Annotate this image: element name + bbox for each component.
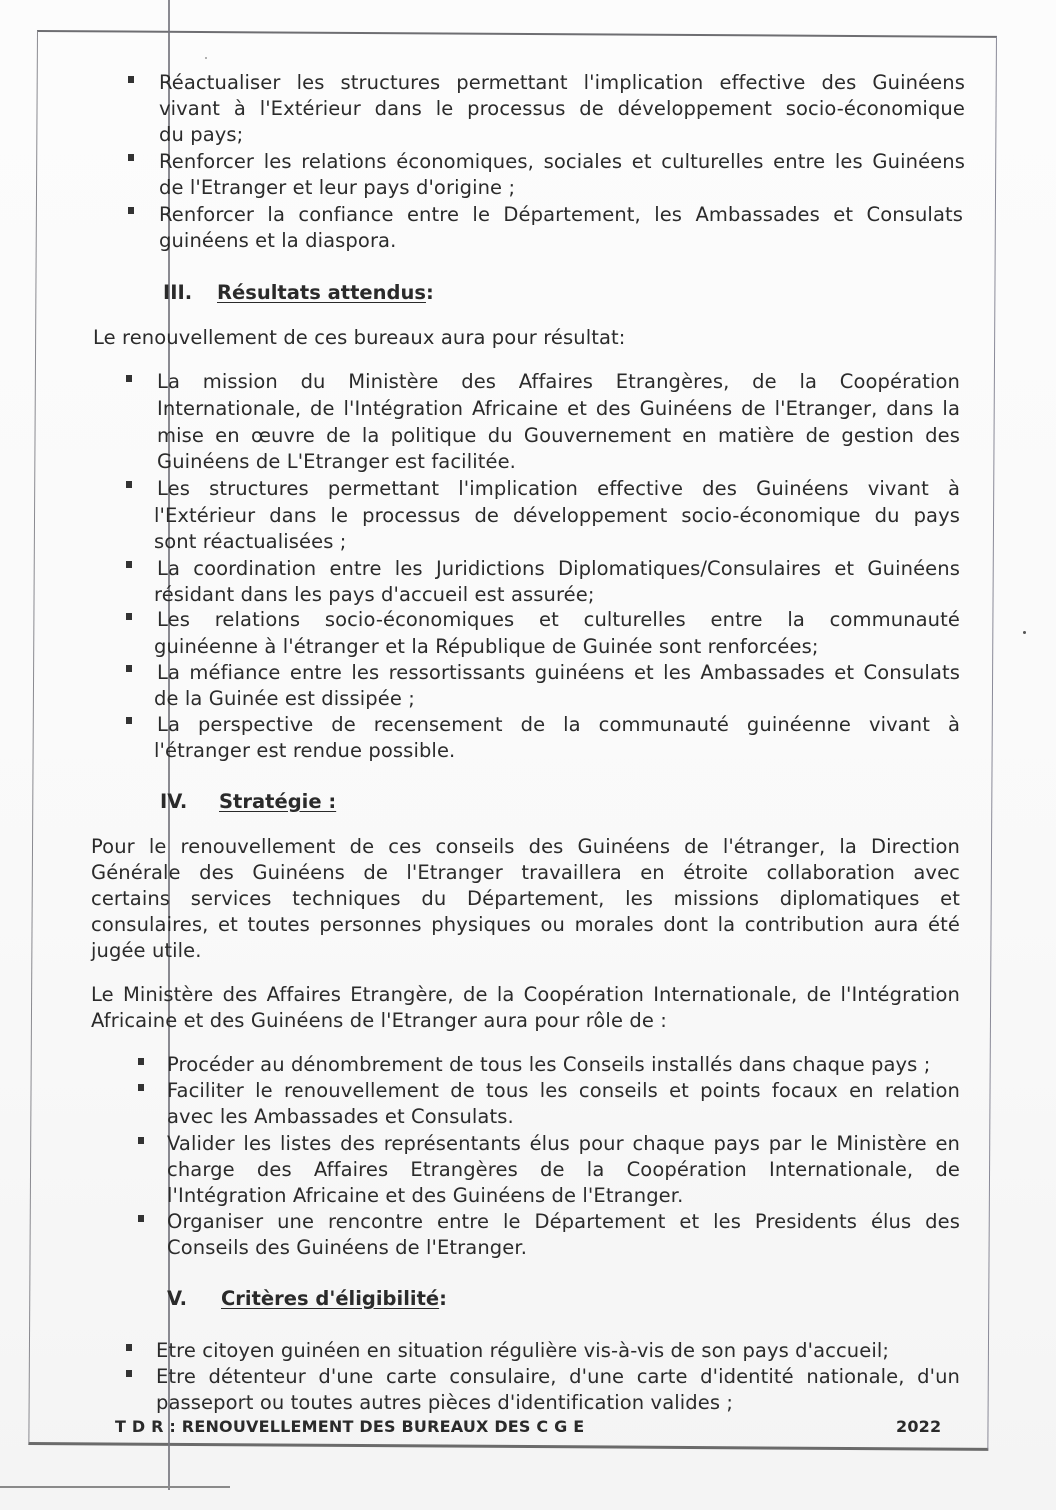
bullet-square-icon [126, 717, 132, 724]
list-item-line: Renforcer les relations économiques, sociales et culturelles entre les Guinéens [159, 150, 965, 173]
paragraph-line: jugée utile. [91, 939, 202, 962]
section-heading-strategie [160, 789, 336, 815]
bullet-square-icon [126, 665, 132, 672]
list-item-line: Procéder au dénombrement de tous les Conseils installés dans chaque pays ; [167, 1053, 931, 1076]
paragraph-line: Générale des Guinéens de l'Etranger travaillera en étroite collaboration avec [91, 861, 960, 884]
list-item-line: l'Intégration Africaine et des Guinéens de l'Etranger. [167, 1184, 684, 1207]
paragraph-line: Africaine et des Guinéens de l'Etranger aura pour rôle de : [91, 1009, 667, 1032]
list-item-line: Guinéens de L'Etranger est facilitée. [157, 450, 516, 473]
list-item-line: mise en œuvre de la politique du Gouvernement en matière de gestion des [157, 424, 960, 447]
list-item-line: Etre détenteur d'une carte consulaire, d'une carte d'identité nationale, d'un [156, 1365, 960, 1388]
list-item-line: Les structures permettant l'implication effective des Guinéens vivant à [157, 477, 960, 500]
list-item-line: Faciliter le renouvellement de tous les conseils et points focaux en relation [167, 1079, 960, 1102]
list-item-line: Internationale, de l'Intégration Africaine et des Guinéens de l'Etranger, dans la [157, 397, 960, 420]
list-item-line: La mission du Ministère des Affaires Etrangères, de la Coopération [157, 370, 960, 393]
list-item-line: sont réactualisées ; [154, 530, 347, 553]
list-item-line: Organiser une rencontre entre le Département et les Presidents élus des [167, 1210, 960, 1233]
bullet-square-icon [138, 1058, 144, 1065]
section-number: V. [167, 1287, 187, 1310]
section-title: Critères d'éligibilité [221, 1287, 440, 1310]
bullet-square-icon [126, 375, 132, 382]
bullet-square-icon [128, 154, 134, 161]
list-item-line: La perspective de recensement de la communauté guinéenne vivant à [157, 713, 960, 736]
list-item-line: Conseils des Guinéens de l'Etranger. [167, 1236, 527, 1259]
section-intro-text: Le renouvellement de ces bureaux aura pour résultat: [93, 326, 626, 349]
bullet-square-icon [126, 561, 132, 568]
paragraph-line: Pour le renouvellement de ces conseils des Guinéens de l'étranger, la Direction [91, 835, 960, 858]
paragraph-line: consulaires, et toutes personnes physiques ou morales dont la contribution aura été [91, 913, 960, 936]
list-item-line: l'Extérieur dans le processus de développement socio-économique du pays [154, 504, 960, 527]
list-item-line: guinéens et la diaspora. [159, 229, 397, 252]
bullet-square-icon [126, 1370, 132, 1377]
bullet-square-icon [128, 76, 134, 83]
list-item-line: La méfiance entre les ressortissants guinéens et les Ambassades et Consulats [157, 661, 960, 684]
list-item-line: résidant dans les pays d'accueil est assurée; [154, 583, 595, 606]
bullet-square-icon [126, 481, 132, 488]
list-item-line: Les relations socio-économiques et culturelles entre la communauté [157, 608, 960, 631]
list-item-line: La coordination entre les Juridictions Diplomatiques/Consulaires et Guinéens [157, 557, 960, 580]
list-item-line: passeport ou toutes autres pièces d'identification valides ; [156, 1391, 734, 1414]
section-number: III. [163, 281, 193, 304]
list-item-line: Valider les listes des représentants élus pour chaque pays par le Ministère en [167, 1132, 960, 1155]
paragraph-line: certains services techniques du Département, les missions diplomatiques et [91, 887, 960, 910]
bullet-square-icon [138, 1215, 144, 1222]
list-item-line: Renforcer la confiance entre le Département, les Ambassades et Consulats [159, 203, 963, 226]
section-title: Stratégie : [219, 790, 337, 813]
bullet-square-icon [138, 1137, 144, 1144]
list-item-line: avec les Ambassades et Consulats. [167, 1105, 514, 1128]
footer-document-title: T D R : RENOUVELLEMENT DES BUREAUX DES C G E [115, 1417, 585, 1436]
list-item-line: guinéenne à l'étranger et la République de Guinée sont renforcées; [154, 635, 819, 658]
section-number: IV. [160, 790, 188, 813]
list-item-line: Réactualiser les structures permettant l'implication effective des Guinéens [159, 71, 965, 94]
list-item-line: du pays; [159, 123, 244, 146]
section-title: Résultats attendus [217, 281, 426, 304]
list-item-line: Etre citoyen guinéen en situation régulière vis-à-vis de son pays d'accueil; [156, 1339, 890, 1362]
bullet-square-icon [128, 207, 134, 214]
list-item-line: charge des Affaires Etrangères de la Coopération Internationale, de [167, 1158, 960, 1181]
paragraph-line: Le Ministère des Affaires Etrangère, de la Coopération Internationale, de l'Intégration [91, 983, 960, 1006]
section-heading-criteres-eligibilite: V. Critères d'éligibilité: [167, 1287, 447, 1310]
list-item-line: de la Guinée est dissipée ; [154, 687, 415, 710]
list-item-line: l'étranger est rendue possible. [154, 739, 456, 762]
list-item-line: vivant à l'Extérieur dans le processus de développement socio-économique [159, 97, 965, 120]
list-item-line: de l'Etranger et leur pays d'origine ; [159, 176, 516, 199]
bullet-square-icon [126, 1344, 132, 1351]
section-heading-resultats-attendus: III. Résultats attendus: [163, 281, 434, 304]
footer-year: 2022 [896, 1417, 942, 1436]
bullet-square-icon [126, 613, 132, 620]
bullet-square-icon [138, 1084, 144, 1091]
